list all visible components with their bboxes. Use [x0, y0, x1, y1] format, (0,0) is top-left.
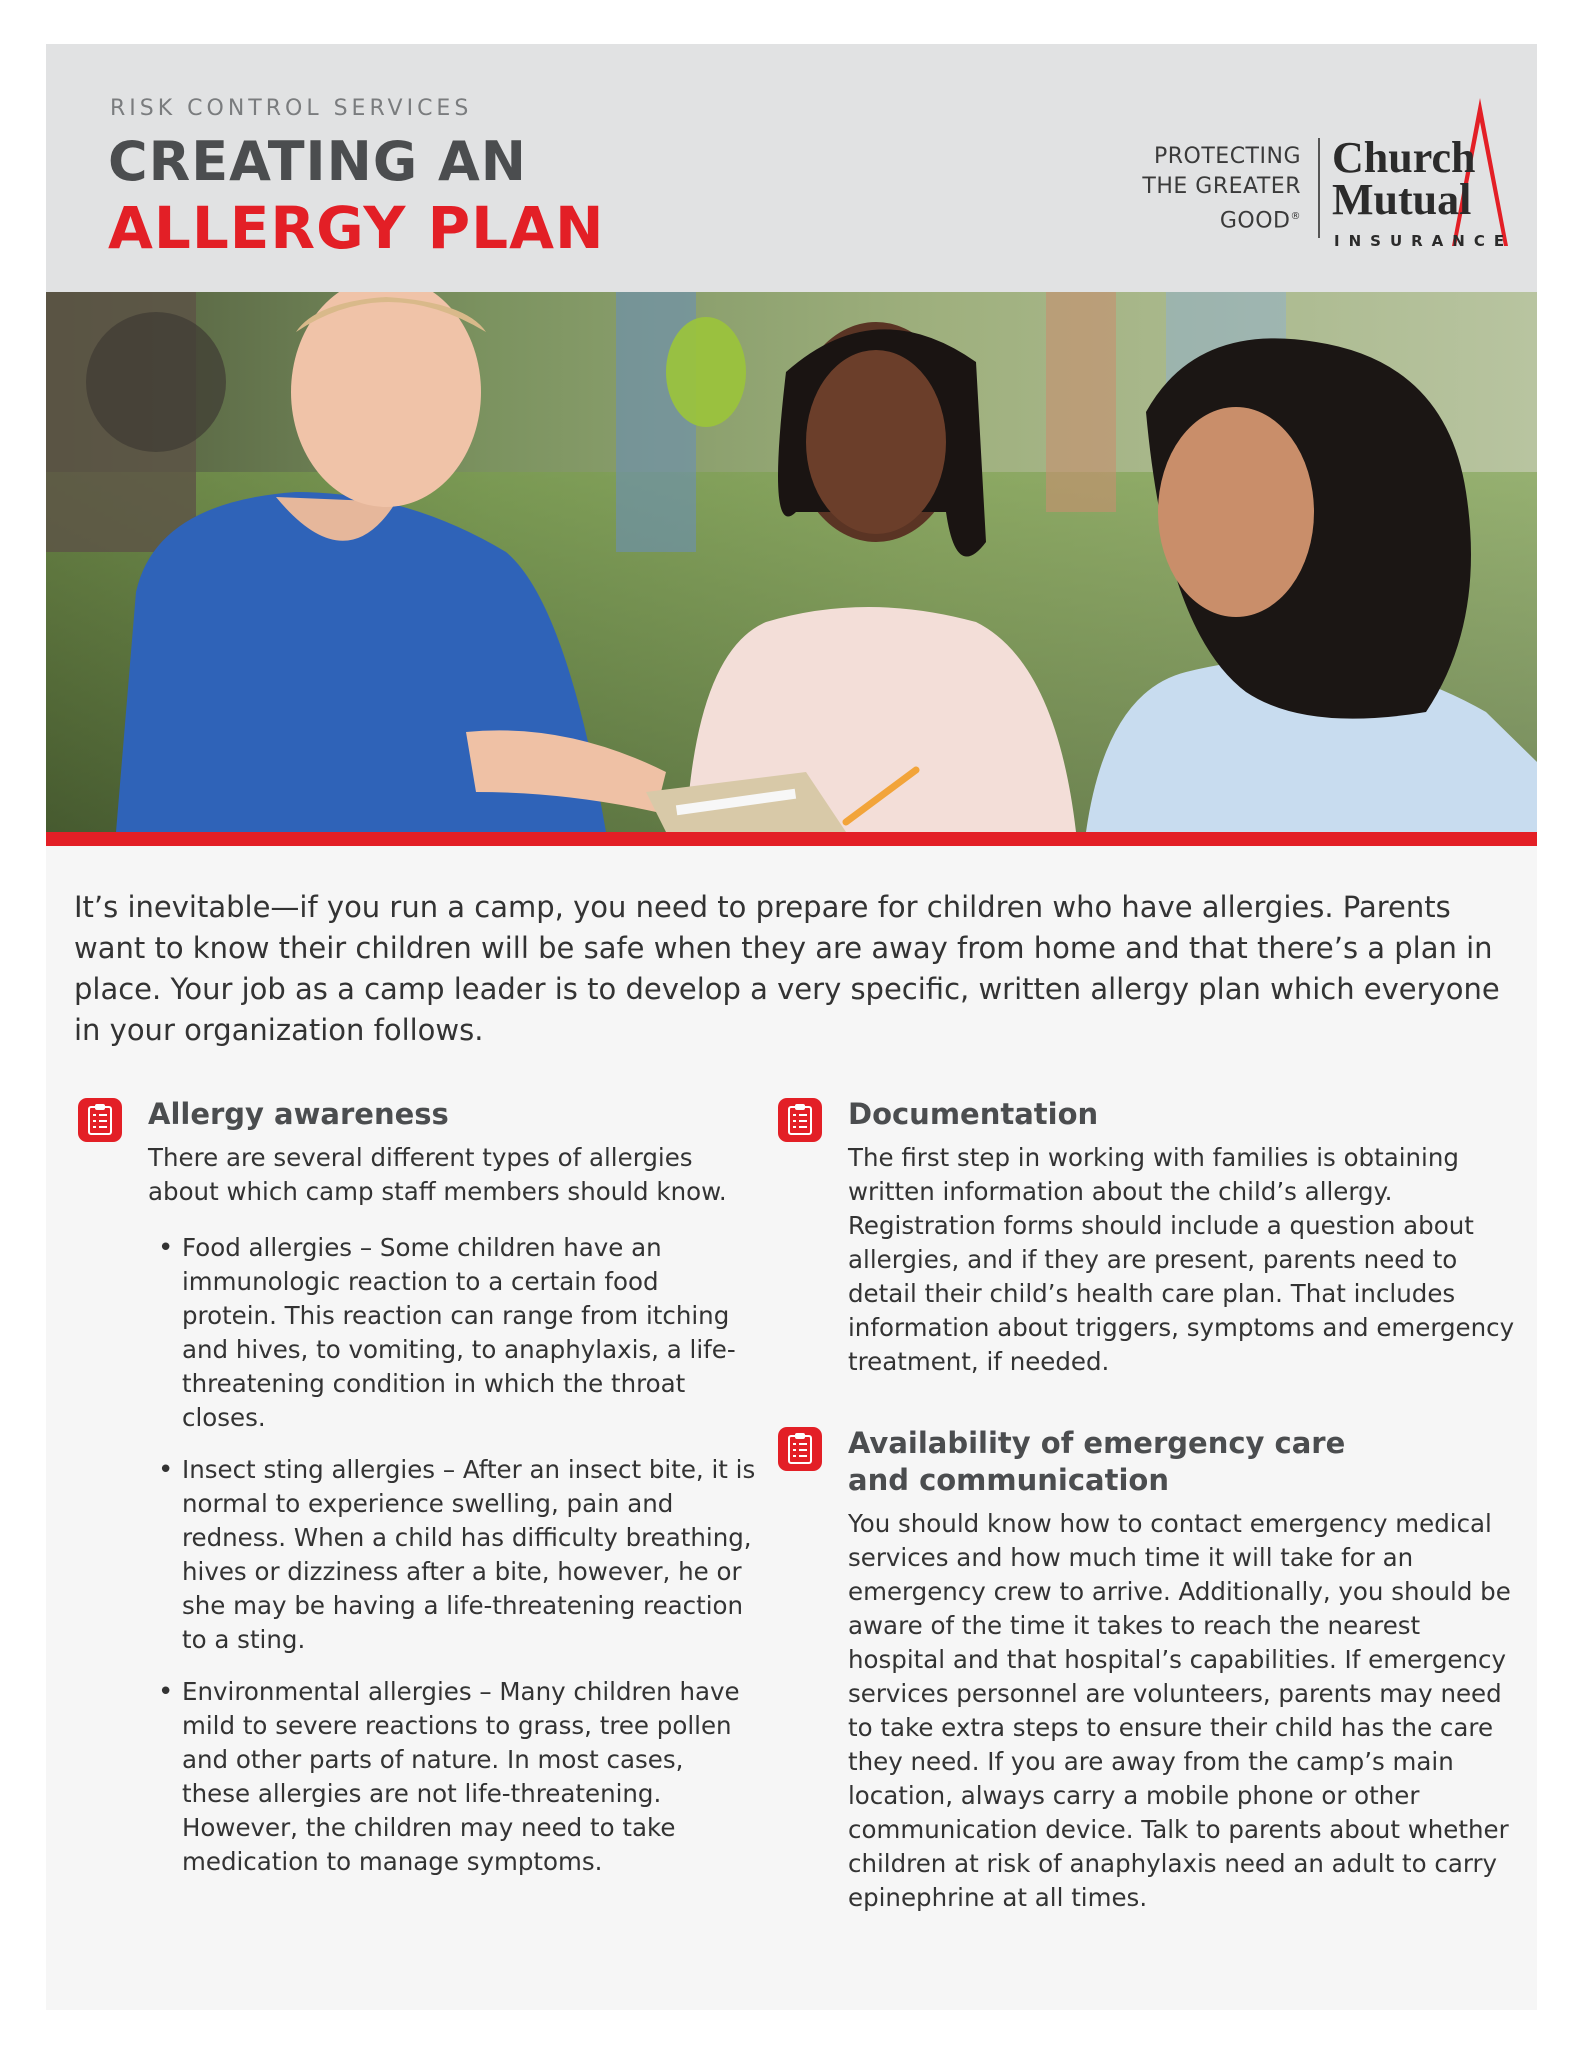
list-item-insect-sting-allergies: • Insect sting allergies – After an insect bite, it is normal to experience swelling, pain and redness. When a child has difficulty breathing, hives or dizziness after a bite, however, he or she may be having a life-threatening reaction to a sting. [164, 1453, 756, 1657]
title-line-1: CREATING AN [108, 130, 527, 193]
availability-heading-line-2: and communication [848, 1463, 1169, 1497]
title-line-2: ALLERGY PLAN [108, 194, 605, 262]
section-allergy-awareness [76, 1096, 756, 1879]
kicker-text: RISK CONTROL SERVICES [110, 96, 473, 121]
header-band [46, 44, 1537, 292]
logo-word-church: Church [1332, 133, 1476, 182]
tagline-line-1: PROTECTING [1153, 144, 1301, 169]
hero-photo [46, 292, 1537, 832]
availability-heading [848, 1425, 1516, 1499]
availability-paragraph: You should know how to contact emergency medical services and how much time it will take for an emergency crew to arrive. Additionally, you should be aware of the time it takes to reach the nearest hospital and that hospital’s capabilities. If emergency services personnel are volunteers, parents may need to take extra steps to ensure their child has the care they need. If you are away from the camp’s main location, always carry a mobile phone or other communication device. Talk to parents about whether children at risk of anaphylaxis need an adult to carry epinephrine at all times. [848, 1509, 1511, 1912]
allergy-awareness-heading: Allergy awareness [148, 1097, 449, 1131]
section-documentation [776, 1096, 1516, 1379]
tagline: PROTECTING THE GREATER GOOD® [1142, 144, 1301, 234]
right-column [776, 1096, 1516, 1961]
header-red-rule [46, 832, 1537, 846]
documentation-paragraph: The first step in working with families is obtaining written information about the child’s allergy. Registration forms should include a question about allergies, and if they are present, parents need to detail their child’s health care plan. That includes information about triggers, symptoms and emergency treatment, if needed. [848, 1143, 1515, 1376]
logo-divider [1318, 138, 1320, 238]
tagline-line-2: THE GREATER [1142, 174, 1301, 199]
list-item-food-allergies: • Food allergies – Some children have an immunologic reaction to a certain food protein. This reaction can range from itching and hives, to vomiting, to anaphylaxis, a life-threatening condition in which the throat closes. [164, 1231, 756, 1435]
church-mutual-logo [1330, 96, 1514, 256]
clipboard-checklist-icon [778, 1098, 822, 1142]
intro-paragraph: It’s inevitable—if you run a camp, you need to prepare for children who have allergies. Parents want to know their children will be safe when they are away from home and that there’s a plan in place. Your job as a camp leader is to develop a very specific, written allergy plan which everyone in your organization follows. [74, 890, 1500, 1047]
left-column [76, 1096, 756, 1925]
clipboard-checklist-icon [78, 1098, 122, 1142]
allergy-awareness-paragraph: There are several different types of allergies about which camp staff members should know. [148, 1143, 727, 1206]
logo-word-mutual: Mutual [1332, 175, 1472, 224]
document-page [46, 44, 1537, 2010]
list-item-environmental-allergies: • Environmental allergies – Many children have mild to severe reactions to grass, tree pollen and other parts of nature. In most cases, these allergies are not life-threatening. However, the children may need to take medication to manage symptoms. [164, 1675, 756, 1879]
documentation-heading: Documentation [848, 1097, 1099, 1131]
section-availability [776, 1425, 1516, 1915]
logo-insurance: INSURANCE [1334, 232, 1514, 250]
clipboard-checklist-icon [778, 1427, 822, 1471]
allergy-types-list [148, 1231, 756, 1879]
availability-heading-line-1: Availability of emergency care [848, 1426, 1346, 1460]
tagline-line-3: GOOD [1219, 208, 1291, 234]
